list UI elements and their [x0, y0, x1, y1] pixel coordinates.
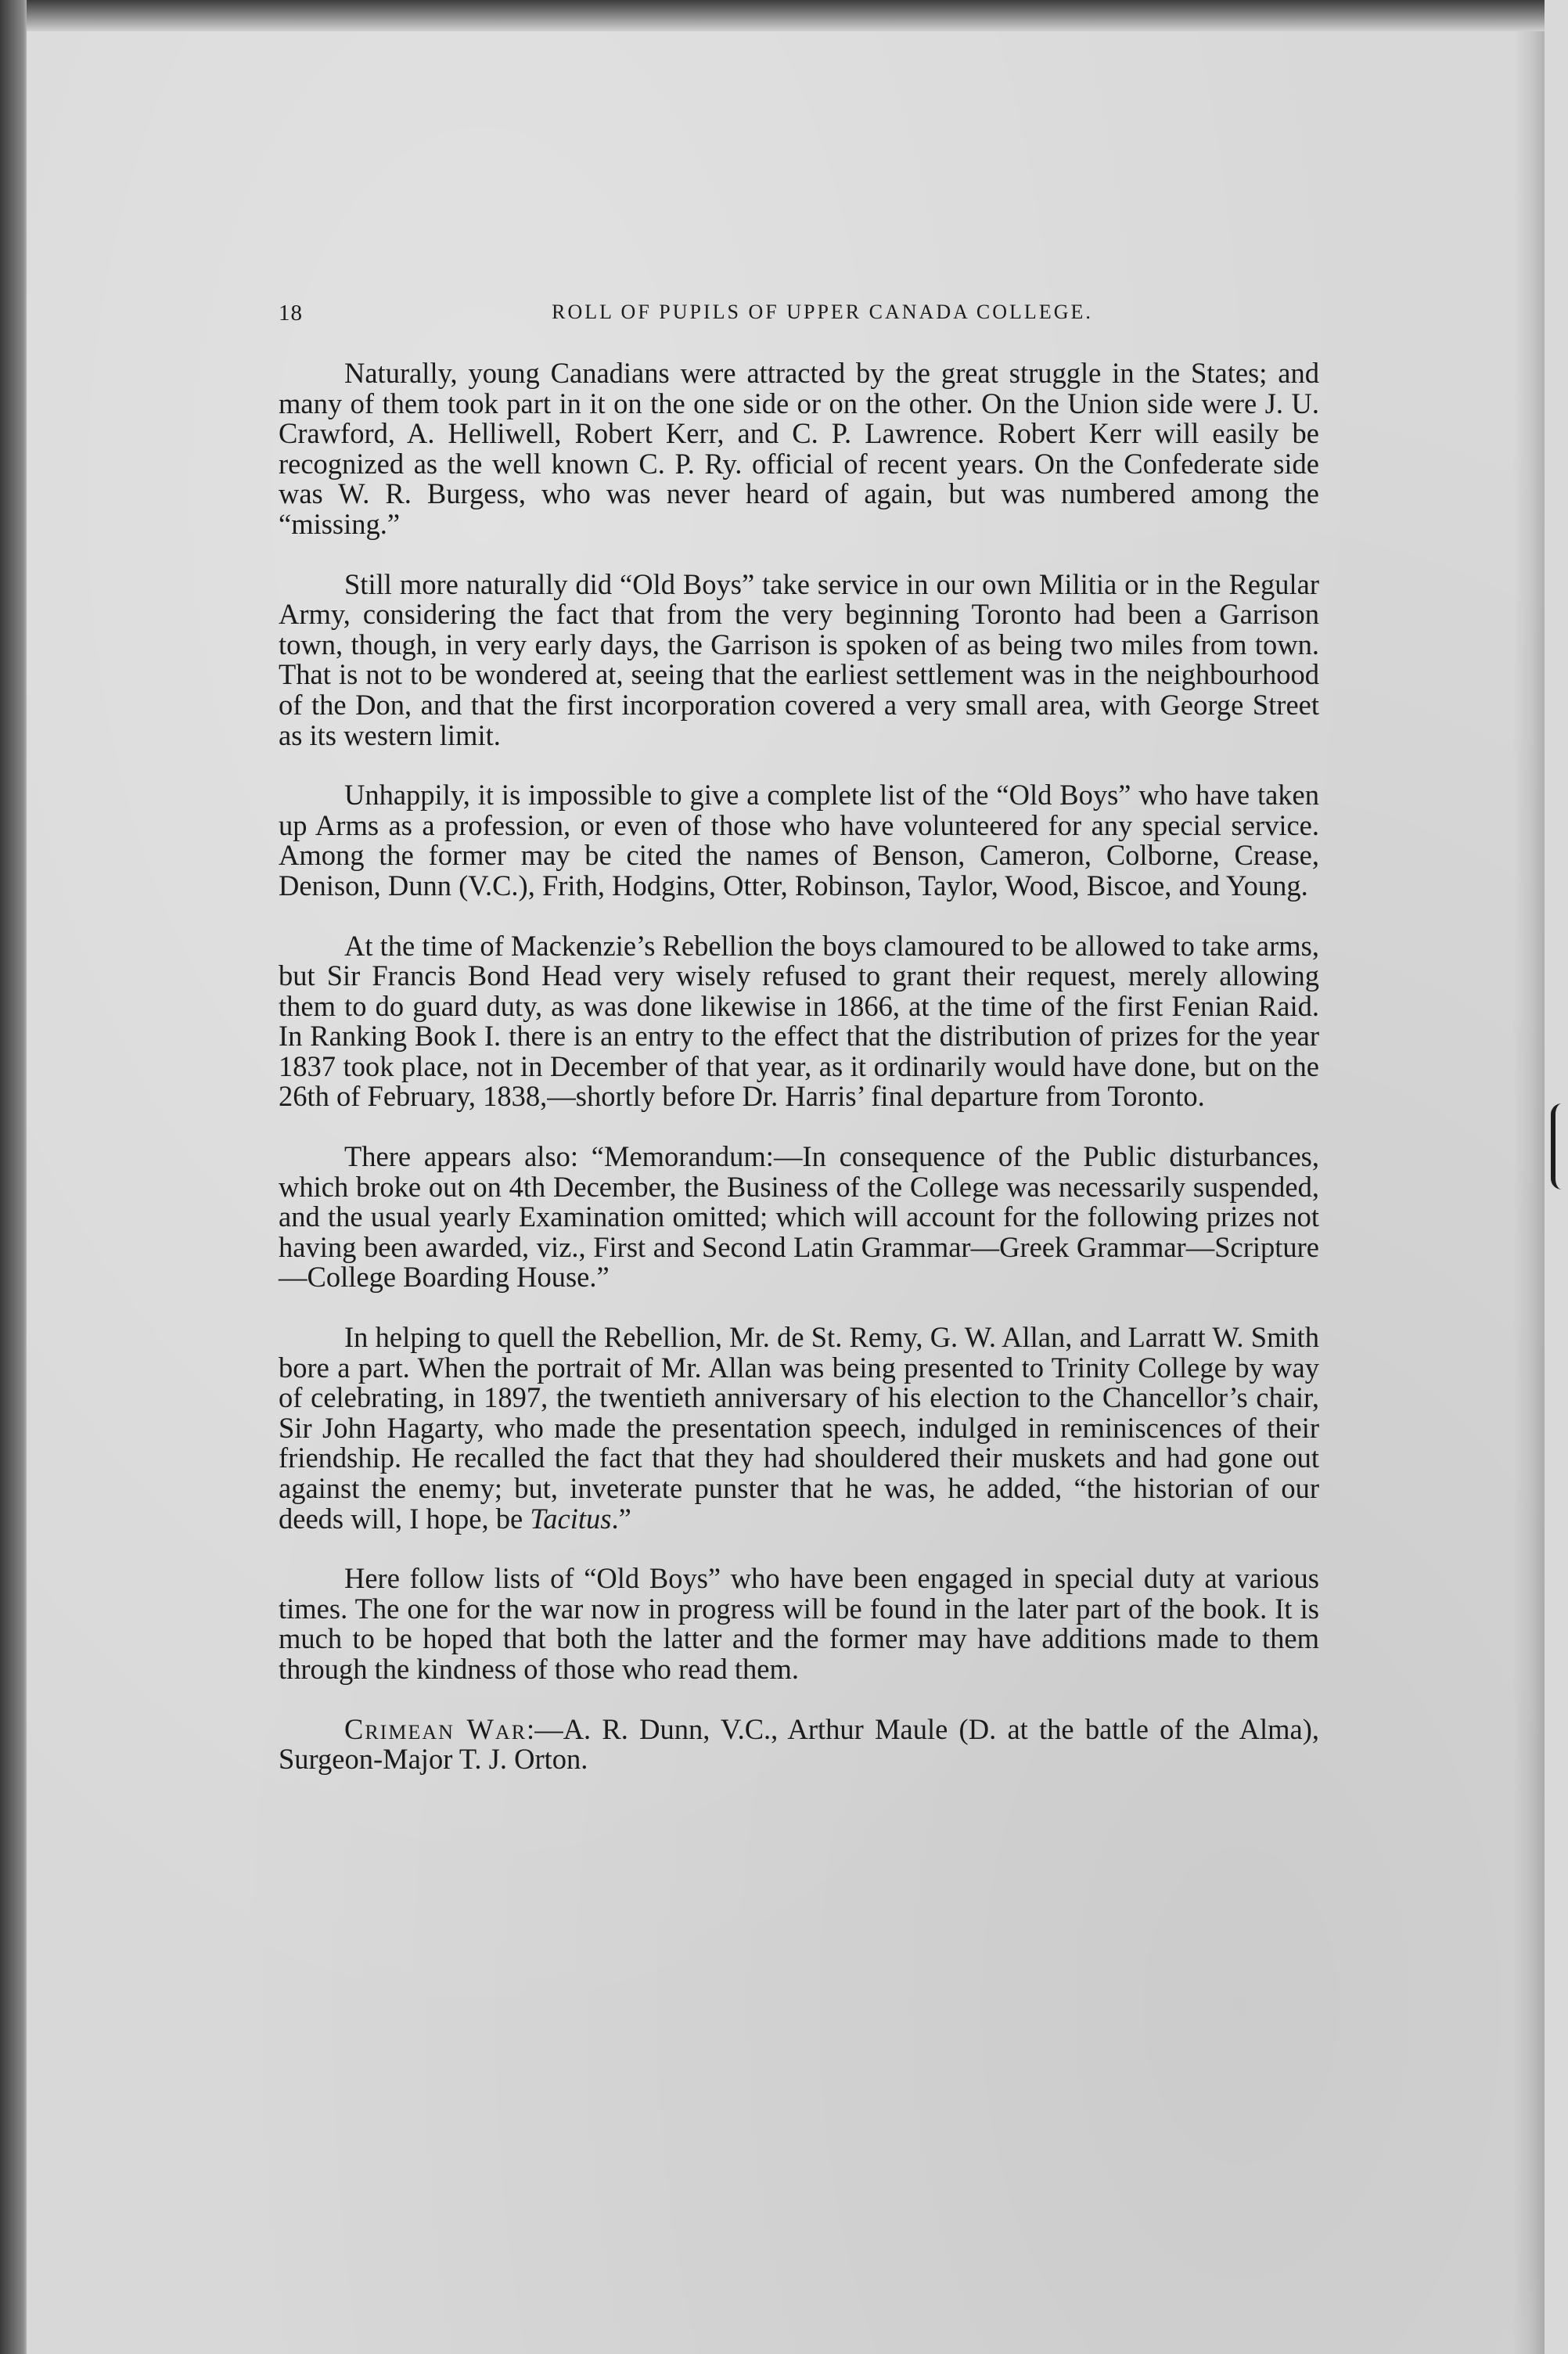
page-content	[279, 297, 1319, 1775]
paragraph-mackenzie-rebellion: At the time of Mackenzie’s Rebellion the boys clamoured to be allowed to take arms, but Sir Francis Bond Head very wisely refused to grant their request, merely allowing them to do guard duty, as was done likewise in 1866, at the time of the first Fenian Raid. In Ranking Book I. there is an entry to the effect that the distribution of prizes for the year 1837 took place, not in December of that year, as it ordinarily would have done, but on the 26th of February, 1838,—shortly before Dr. Harris’ final departure from Toronto.	[279, 929, 1319, 1113]
binding-clip-mark	[1551, 1103, 1566, 1190]
page-header	[279, 297, 1319, 333]
paragraph-militia-service: Still more naturally did “Old Boys” take service in our own Militia or in the Regular Army, considering the fact that from the very beginning Toronto had been a Garrison town, though, in very early days, the Garrison is spoken of as being two miles from town. That is not to be wondered at, seeing that the earliest settlement was in the neighbourhood of the Don, and that the first incorporation covered a very small area, with George Street as its western limit.	[279, 567, 1319, 751]
allan-closing: .”	[611, 1502, 631, 1535]
tacitus-emphasis: Tacitus	[530, 1502, 612, 1535]
paragraph-quelling-rebellion	[279, 1323, 1319, 1534]
crimean-war-entry	[279, 1712, 1319, 1776]
page-number: 18	[279, 301, 303, 326]
crimean-war-label: Crimean War	[344, 1712, 527, 1745]
paragraph-army-names: Unhappily, it is impossible to give a complete list of the “Old Boys” who have taken up Arms as a profession, or even of those who have volunteered for any special service. Among the former may be cited the names of Benson, Cameron, Colborne, Crease, Denison, Dunn (V.C.), Frith, Hodgins, Otter, Robinson, Taylor, Wood, Biscoe, and Young.	[279, 779, 1319, 902]
paragraph-memorandum: There appears also: “Memorandum:—In consequence of the Public disturbances, which broke out on 4th December, the Business of the College was necessarily suspended, and the usual yearly Examination omitted; which will account for the following prizes not having been awarded, viz., First and Second Latin Grammar—Greek Grammar—Scripture—College Boarding House.”	[279, 1140, 1319, 1294]
paragraph-american-civil-war: Naturally, young Canadians were attracted by the great struggle in the States; and many of them took part in it on the one side or on the other. On the Union side were J. U. Crawford, A. Helliwell, Robert Kerr, and C. P. Lawrence. Robert Kerr will easily be recognized as the well known C. P. Ry. official of recent years. On the Confederate side was W. R. Burgess, who was never heard of again, but was numbered among the “missing.”	[279, 357, 1319, 540]
paragraph-lists-intro: Here follow lists of “Old Boys” who have been engaged in special duty at various times. The one for the war now in progress will be found in the later part of the book. It is much to be hoped that both the latter and the former may have additions made to them through the kindness of those who read them.	[279, 1562, 1319, 1685]
allan-text: In helping to quell the Rebellion, Mr. de St. Remy, G. W. Allan, and Larratt W. Smith bore a part. When the portrait of Mr. Allan was being presented to Trinity College by way of celebrating, in 1897, the twentieth anniversary of his election to the Chancellor’s chair, Sir John Hagarty, who made the presentation speech, indulged in reminiscences of their friendship. He recalled the fact that they had shouldered their muskets and had gone out against the enemy; but, inveterate punster that he was, he added, “the historian of our deeds will, I hope, be	[279, 1321, 1319, 1535]
running-title: ROLL OF PUPILS OF UPPER CANADA COLLEGE.	[552, 301, 1093, 323]
scan-top-shadow	[27, 0, 1545, 31]
crimean-war-names: :—A. R. Dunn, V.C., Arthur Maule (D. at the battle of the Alma), Surgeon-Major T. J. Orton.	[279, 1712, 1319, 1776]
page-edge-shadow	[1513, 31, 1545, 2354]
